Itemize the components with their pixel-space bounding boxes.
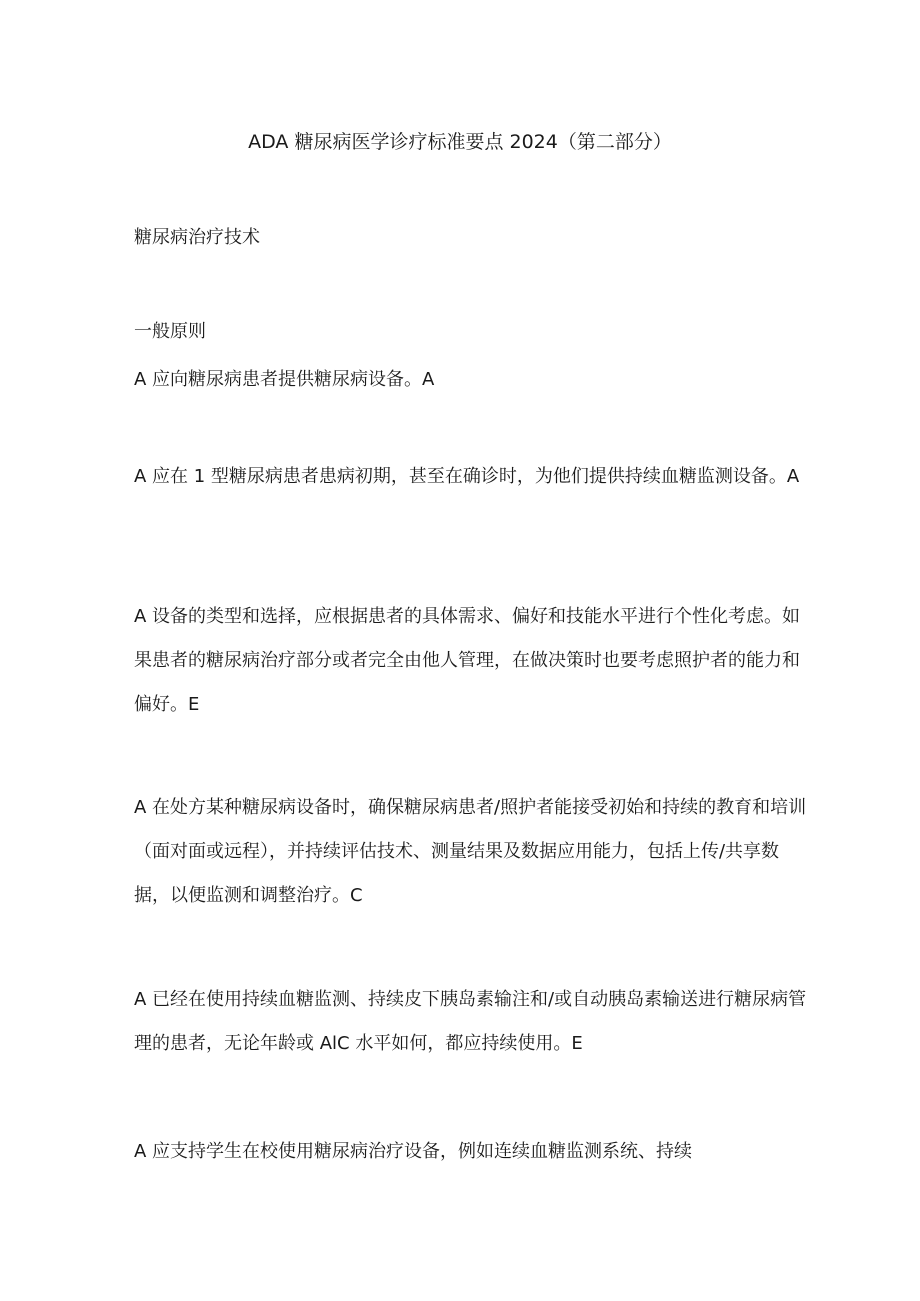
paragraph: A 应向糖尿病患者提供糖尿病设备。A — [134, 369, 435, 390]
paragraph: A 应支持学生在校使用糖尿病治疗设备，例如连续血糖监测系统、持续 — [134, 1141, 693, 1162]
paragraph: A 已经在使用持续血糖监测、持续皮下胰岛素输注和/或自动胰岛素输送进行糖尿病管理的患者，无论年龄或 AlC 水平如何，都应持续使用。E — [134, 989, 807, 1054]
paragraph: A 在处方某种糖尿病设备时，确保糖尿病患者/照护者能接受初始和持续的教育和培训（面对面或远程），并持续评估技术、测量结果及数据应用能力，包括上传/共享数据，以便监测和调整治疗。C — [134, 797, 807, 906]
paragraph: A 应在 1 型糖尿病患者患病初期，甚至在确诊时，为他们提供持续血糖监测设备。A — [134, 466, 800, 487]
section-heading: 糖尿病治疗技术 — [134, 227, 260, 248]
subsection-heading: 一般原则 — [134, 321, 206, 342]
paragraph: A 设备的类型和选择，应根据患者的具体需求、偏好和技能水平进行个性化考虑。如果患者的糖尿病治疗部分或者完全由他人管理，在做决策时也要考虑照护者的能力和偏好。E — [134, 606, 801, 715]
document-title: ADA 糖尿病医学诊疗标准要点 2024（第二部分） — [248, 131, 672, 153]
